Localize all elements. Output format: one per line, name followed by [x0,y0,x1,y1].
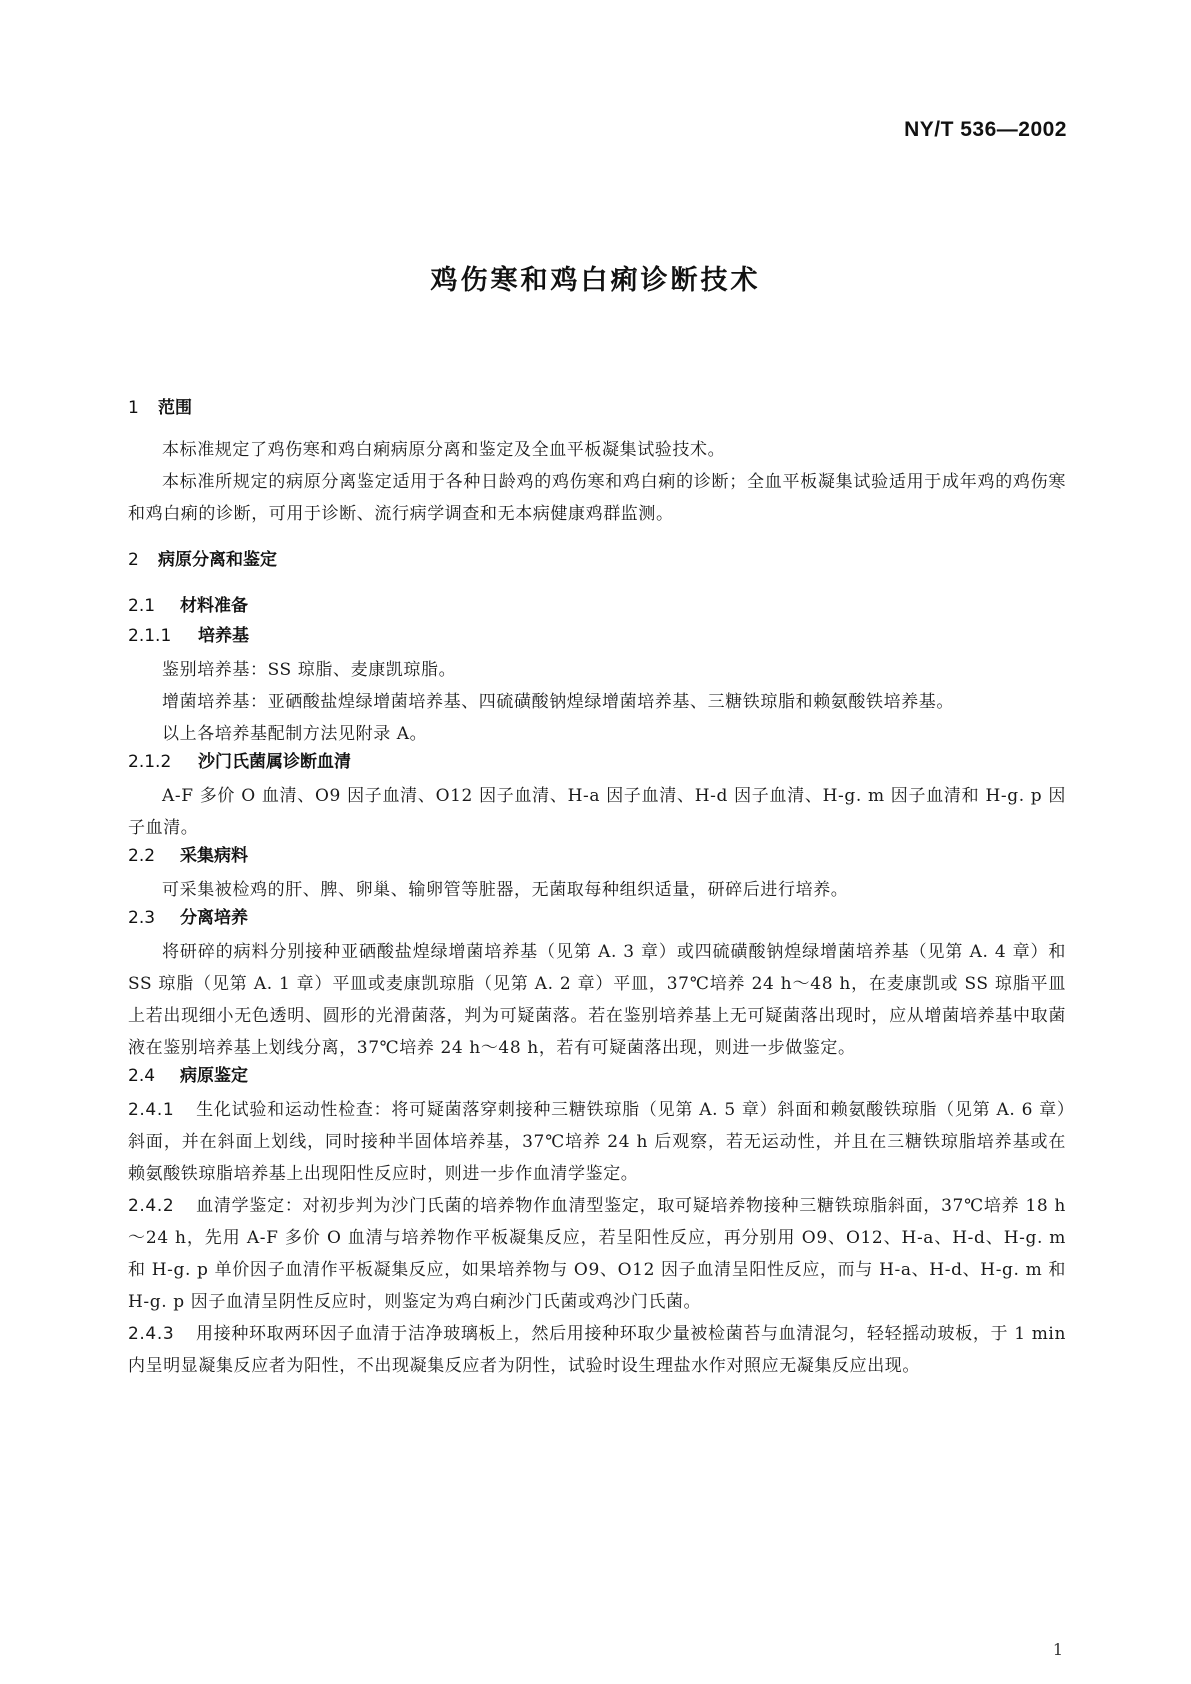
section-number: 2.4 [128,1066,156,1086]
document-body [128,396,1066,1382]
section-number: 2.3 [128,908,156,928]
paragraph: 本标准所规定的病原分离鉴定适用于各种日龄鸡的鸡伤寒和鸡白痢的诊断；全血平板凝集试验适用于成年鸡的鸡伤寒和鸡白痢的诊断，可用于诊断、流行病学调查和无本病健康鸡群监测。 [128,472,1066,524]
section-title: 分离培养 [180,908,248,928]
section-2-1-2-heading [128,750,1066,774]
clause-2-4-3 [128,1318,1066,1382]
section-title: 沙门氏菌属诊断血清 [198,752,351,772]
paragraph: A-F 多价 O 血清、O9 因子血清、O12 因子血清、H-a 因子血清、H-d 因子血清、H-g. m 因子血清和 H-g. p 因子血清。 [128,786,1066,838]
document-title: 鸡伤寒和鸡白痢诊断技术 [430,265,761,296]
section-number: 2.1 [128,596,156,616]
paragraph: 鉴别培养基：SS 琼脂、麦康凯琼脂。 [162,660,457,680]
section-2-2-heading [128,844,1066,868]
paragraph: 增菌培养基：亚硒酸盐煌绿增菌培养基、四硫磺酸钠煌绿增菌培养基、三糖铁琼脂和赖氨酸铁培养基。 [162,692,954,712]
section-title: 培养基 [198,626,249,646]
section-number: 2.1.1 [128,626,172,646]
clause-number: 2.4.3 [128,1324,175,1344]
section-number: 2.1.2 [128,752,172,772]
clause-2-4-1 [128,1094,1066,1190]
section-1-heading [128,396,1066,420]
section-2-heading [128,548,1066,572]
clause-number: 2.4.1 [128,1100,175,1120]
section-title: 范围 [158,398,192,418]
section-2-4-heading [128,1064,1066,1088]
clause-number: 2.4.2 [128,1196,175,1216]
paragraph: 本标准规定了鸡伤寒和鸡白痢病原分离和鉴定及全血平板凝集试验技术。 [162,440,726,460]
paragraph: 以上各培养基配制方法见附录 A。 [162,724,428,744]
section-title: 病原鉴定 [180,1066,248,1086]
section-2-1-heading [128,594,1066,618]
paragraph: 可采集被检鸡的肝、脾、卵巢、输卵管等脏器，无菌取每种组织适量，研碎后进行培养。 [162,880,849,900]
section-title: 材料准备 [180,596,248,616]
clause-2-4-2 [128,1190,1066,1318]
section-title: 病原分离和鉴定 [158,550,277,570]
section-2-3-heading [128,906,1066,930]
clause-text: 生化试验和运动性检查：将可疑菌落穿刺接种三糖铁琼脂（见第 A. 5 章）斜面和赖氨酸铁琼脂（见第 A. 6 章）斜面，并在斜面上划线，同时接种半固体培养基，37℃培养 24 h 后观察，若无运动性，并且在三糖铁琼脂培养基或在赖氨酸铁琼脂培养基上出现阳性反应时，则进一步作血清学鉴定。 [128,1100,1066,1184]
section-number: 1 [128,398,139,418]
section-number: 2 [128,550,139,570]
section-title: 采集病料 [180,846,248,866]
standard-code: NY/T 536—2002 [904,118,1067,141]
section-2-1-1-heading [128,624,1066,648]
page-number: 1 [1052,1640,1063,1659]
section-number: 2.2 [128,846,156,866]
paragraph: 将研碎的病料分别接种亚硒酸盐煌绿增菌培养基（见第 A. 3 章）或四硫磺酸钠煌绿增菌培养基（见第 A. 4 章）和 SS 琼脂（见第 A. 1 章）平皿或麦康凯琼脂（见第 A. 2 章）平皿，37℃培养 24 h～48 h，在麦康凯或 SS 琼脂平皿上若出现细小无色透明、圆形的光滑菌落，判为可疑菌落。若在鉴别培养基上无可疑菌落出现时，应从增菌培养基中取菌液在鉴别培养基上划线分离，37℃培养 24 h～48 h，若有可疑菌落出现，则进一步做鉴定。 [128,942,1066,1058]
clause-text: 用接种环取两环因子血清于洁净玻璃板上，然后用接种环取少量被检菌苔与血清混匀，轻轻摇动玻板，于 1 min 内呈明显凝集反应者为阳性，不出现凝集反应者为阴性，试验时设生理盐水作对照应无凝集反应出现。 [128,1324,1066,1376]
clause-text: 血清学鉴定：对初步判为沙门氏菌的培养物作血清型鉴定，取可疑培养物接种三糖铁琼脂斜面，37℃培养 18 h～24 h，先用 A-F 多价 O 血清与培养物作平板凝集反应，若呈阳性反应，再分别用 O9、O12、H-a、H-d、H-g. m 和 H-g. p 单价因子血清作平板凝集反应，如果培养物与 O9、O12 因子血清呈阳性反应，而与 H-a、H-d、H-g. m 和 H-g. p 因子血清呈阴性反应时，则鉴定为鸡白痢沙门氏菌或鸡沙门氏菌。 [128,1196,1066,1312]
